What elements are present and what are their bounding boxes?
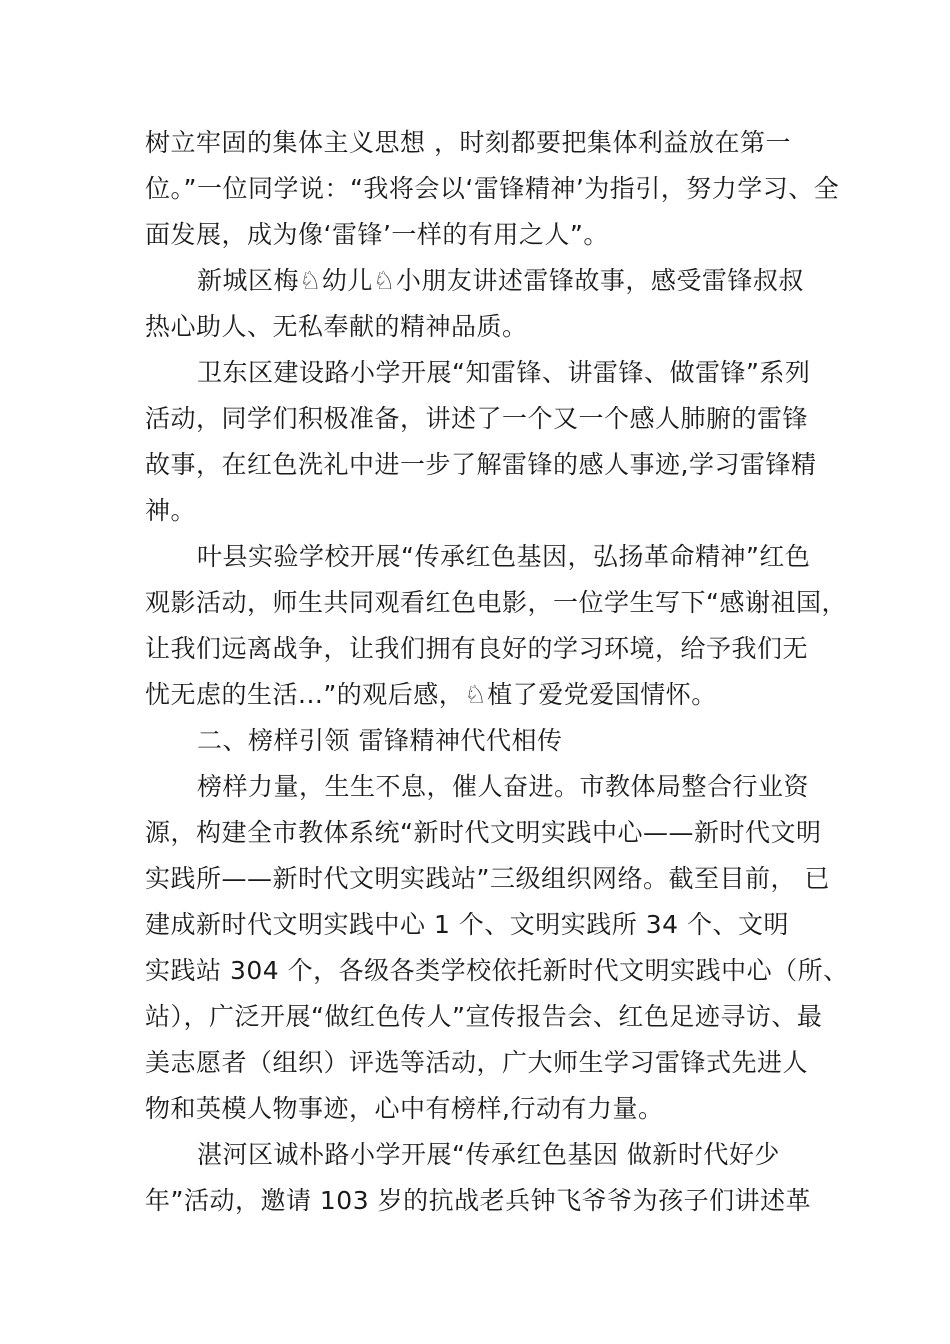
- text-line: 年”活动，邀请 103 岁的抗战老兵钟飞爷爷为孩子们讲述革: [145, 1186, 812, 1215]
- text-line: 二、榜样引领 雷锋精神代代相传: [197, 726, 563, 755]
- text-line: 实践所——新时代文明实践站”三级组织网络。截至目前， 已: [145, 864, 830, 893]
- text-line: 建成新时代文明实践中心 1 个、文明实践所 34 个、文明: [145, 910, 790, 939]
- text-line: 神。: [145, 496, 197, 525]
- text-line: 叶县实验学校开展“传承红色基因，弘扬革命精神”红色: [197, 542, 811, 571]
- text-line: 活动，同学们积极准备，讲述了一个又一个感人肺腑的雷锋: [145, 404, 809, 433]
- text-line: 故事，在红色洗礼中进一步了解雷锋的感人事迹,学习雷锋精: [145, 450, 817, 479]
- text-line: 物和英模人物事迹，心中有榜样,行动有力量。: [145, 1094, 664, 1123]
- text-line: 实践站 304 个，各级各类学校依托新时代文明实践中心（所、: [145, 956, 849, 985]
- text-line: 美志愿者（组织）评选等活动，广大师生学习雷锋式先进人: [145, 1048, 809, 1077]
- text-line: 面发展，成为像‘雷锋’一样的有用之人”。: [145, 220, 609, 249]
- text-line: 源，构建全市教体系统“新时代文明实践中心——新时代文明: [145, 818, 822, 847]
- text-line: 热心助人、无私奉献的精神品质。: [145, 312, 528, 341]
- text-line: 忧无虑的生活...”的观后感，♘植了爱党爱国情怀。: [145, 680, 717, 709]
- text-line: 卫东区建设路小学开展“知雷锋、讲雷锋、做雷锋”系列: [197, 358, 811, 387]
- text-line: 观影活动，师生共同观看红色电影，一位学生写下“感谢祖国，: [145, 588, 847, 617]
- text-line: 湛河区诚朴路小学开展“传承红色基因 做新时代好少: [197, 1140, 780, 1169]
- text-line: 榜样力量，生生不息，催人奋进。市教体局整合行业资: [197, 772, 810, 801]
- document-body: [145, 120, 849, 1224]
- text-line: 新城区梅♘幼儿♘小朋友讲述雷锋故事，感受雷锋叔叔: [197, 266, 804, 295]
- text-line: 树立牢固的集体主义思想 ，时刻都要把集体利益放在第一: [145, 128, 791, 157]
- text-line: 站），广泛开展“做红色传人”宣传报告会、红色足迹寻访、最: [145, 1002, 823, 1031]
- text-line: 位。”一位同学说：“我将会以‘雷锋精神’为指引，努力学习、全: [145, 174, 840, 203]
- text-line: 让我们远离战争，让我们拥有良好的学习环境，给予我们无: [145, 634, 809, 663]
